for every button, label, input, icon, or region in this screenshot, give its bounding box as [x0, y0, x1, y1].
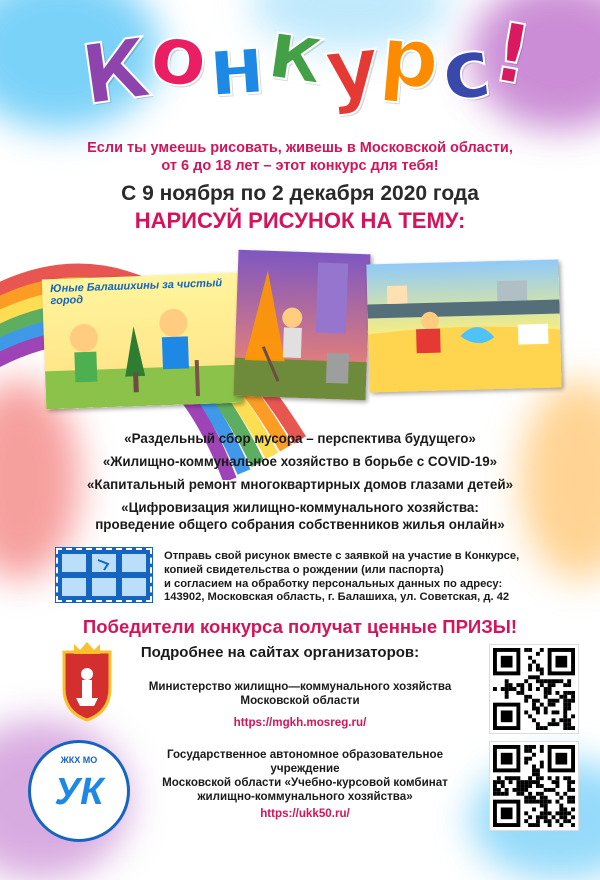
children-drawing-2 [233, 250, 370, 401]
postal-stamps-image [56, 548, 152, 602]
org-2-line-3: жилищно-коммунального хозяйства» [197, 790, 413, 803]
org-1-line-2: Московской области [240, 694, 360, 707]
topic-3: «Капитальный ремонт многоквартирных домов глазами детей» [86, 477, 514, 492]
qr-code-org-1-icon[interactable] [490, 645, 578, 733]
org-1-link[interactable]: https://mgkh.mosreg.ru/ [233, 716, 367, 729]
ukk-logo-text: УК [54, 771, 104, 813]
send-line-1: Отправь свой рисунок вместе с заявкой на участие в Конкурсе, [164, 550, 520, 562]
topic-4-line-1: «Цифровизация жилищно-коммунального хозяйства: [121, 500, 479, 515]
org-2-line-1: Государственное автономное образовательное учреждение [166, 748, 444, 775]
title-letter: р [376, 8, 444, 109]
title-letter: о [145, 6, 212, 107]
children-drawing-3 [366, 260, 561, 393]
contest-title [70, 1, 540, 125]
title-letter: К [76, 20, 156, 125]
drawing-1-caption: Юные Балашихины за чистый город [49, 277, 223, 308]
theme-heading: НАРИСУЙ РИСУНОК НА ТЕМУ: [134, 208, 466, 233]
qr-code-org-2-icon[interactable] [490, 742, 578, 830]
prizes-heading: Победители конкурса получат ценные ПРИЗЫ! [82, 616, 518, 637]
org-1-block [130, 680, 470, 730]
org-2-block [140, 748, 470, 821]
lead-line-2: от 6 до 18 лет – этот конкурс для тебя! [161, 158, 439, 174]
org-2-link[interactable]: https://ukk50.ru/ [260, 807, 350, 820]
children-drawing-1 [42, 273, 242, 410]
topic-4-line-2: проведение общего собрания собственников жилья онлайн» [95, 517, 505, 532]
send-instructions [164, 550, 574, 605]
lead-line-1: Если ты умеешь рисовать, живешь в Московской области, [87, 140, 513, 156]
contest-dates: С 9 ноября по 2 декабря 2020 года [121, 182, 479, 205]
org-1-line-1: Министерство жилищно—коммунального хозяйства [148, 680, 452, 693]
more-info-heading: Подробнее на сайтах организаторов: [140, 644, 420, 661]
org-2-line-2: Московской области «Учебно-курсовой комбинат [162, 776, 448, 789]
topic-1: «Раздельный сбор мусора – перспектива будущего» [124, 431, 476, 446]
title-letter: у [320, 18, 384, 119]
send-line-3: и согласием на обработку персональных данных по адресу: [164, 577, 503, 590]
ukk-logo-sub: ЖКХ МО [60, 755, 98, 765]
topic-2: «Жилищно-коммунальное хозяйство в борьбе с COVID-19» [102, 454, 498, 469]
title-letter: ! [485, 4, 539, 105]
title-letter: н [205, 17, 269, 116]
ukk-logo [28, 740, 130, 842]
moscow-oblast-coat-of-arms-icon [54, 640, 120, 722]
send-line-2: копией свидетельства о рождении (или паспорта) [164, 563, 444, 576]
title-letter: к [262, 1, 331, 104]
send-address: 143902, Московская область, г. Балашиха, ул. Советская, д. 42 [164, 591, 510, 604]
title-letter: с [436, 20, 497, 121]
